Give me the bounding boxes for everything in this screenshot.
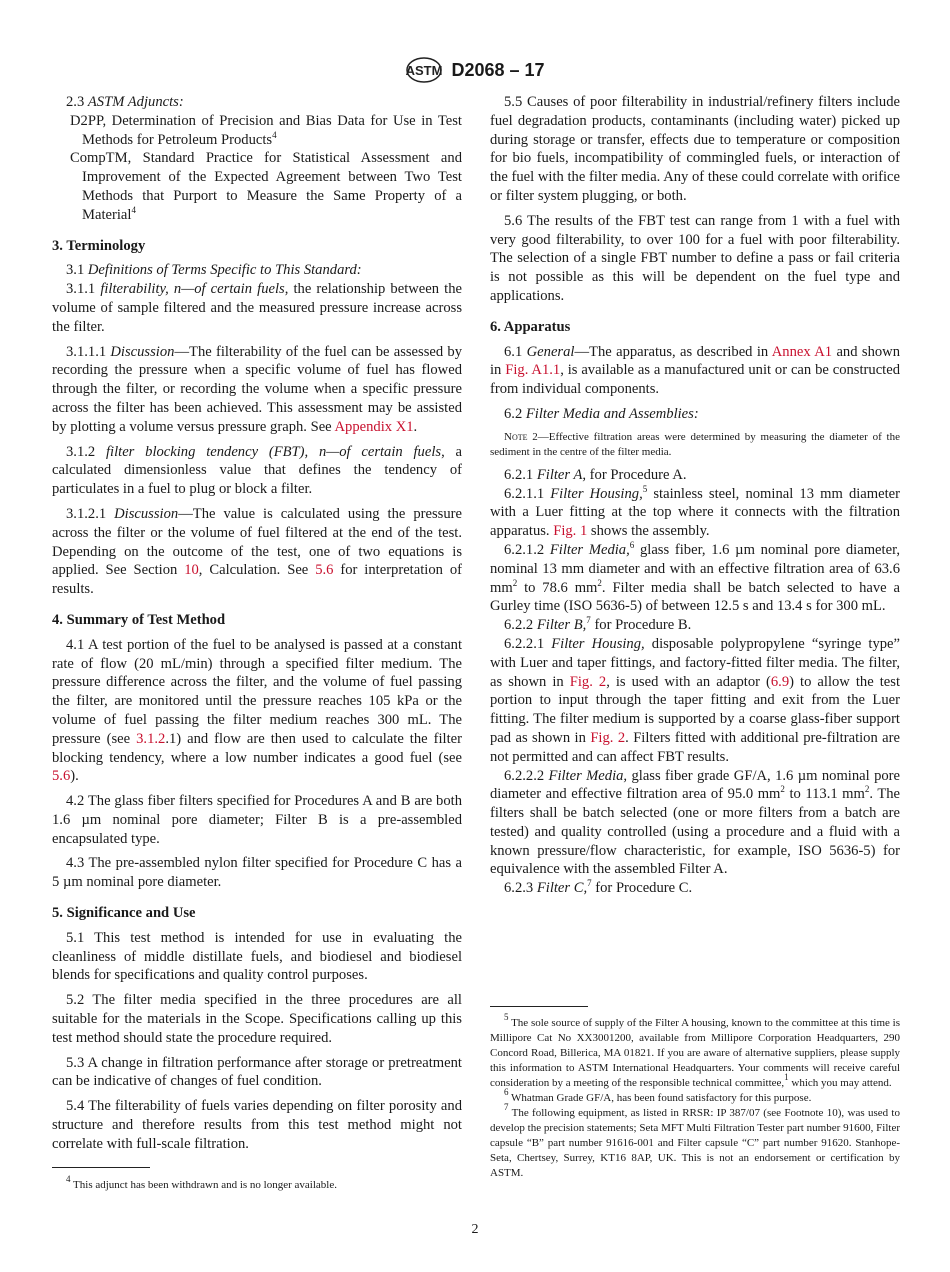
text-run: and shown in — [490, 343, 900, 379]
text-run: stainless steel, nominal 13 mm diameter with a Luer fitting at the top where it connects with the filtration apparatus. — [490, 485, 900, 540]
section-heading — [490, 318, 900, 337]
text-run: This adjunct has been withdrawn and is no longer available. — [70, 1179, 337, 1191]
footnote-divider — [52, 1167, 150, 1168]
text-run: disposable polypropylene “syringe type” with Luer and taper fittings, and factory-fitted filter media. The filter, as shown in — [490, 635, 901, 690]
text-run: for Procedure B. — [590, 617, 692, 634]
page-header — [0, 56, 950, 84]
footnote-marker: 4 — [131, 204, 136, 215]
footnote — [490, 1012, 900, 1091]
italic-text: Filter Media, — [548, 767, 628, 784]
cross-reference-link[interactable]: 3.1.2 — [136, 730, 166, 747]
text-run: ) to allow the test portion to input through the taper fitting and exit from the Luer fitting. The filter medium is supported by a coarse glass-fiber support pad as shown in — [490, 673, 900, 746]
text-run: —The value is calculated using the pressure across the filter or the volume of fuel filtered at the end of the test. Depending on the outcome of the test, one of two equations is applied. See Section — [52, 505, 462, 579]
note — [490, 430, 900, 460]
paragraph — [52, 505, 462, 599]
text-run: 6.2.2 — [504, 617, 537, 634]
italic-text: Discussion — [110, 343, 175, 360]
svg-text:ASTM: ASTM — [406, 63, 443, 78]
note-label: Note — [504, 430, 528, 443]
text-run: which you may attend. — [788, 1077, 892, 1089]
text-run: Whatman Grade GF/A, has been found satisfactory for this purpose. — [508, 1092, 812, 1104]
footnote-marker: 4 — [66, 1174, 71, 1184]
text-run: , is available as a manufactured unit or can be constructed from individual components. — [490, 362, 901, 398]
footnote-divider — [490, 1006, 588, 1007]
cross-reference-link[interactable]: Fig. 2 — [569, 673, 607, 690]
italic-text: Definitions of Terms Specific to This Standard: — [87, 262, 362, 279]
cross-reference-link[interactable]: Fig. A1.1 — [505, 362, 561, 379]
text-run: .1) and flow are then used to calculate the filter blocking tendency, where a low number indicates a good fuel (see — [52, 730, 462, 766]
italic-text: Filter Media and Assemblies: — [525, 405, 699, 422]
cross-reference-link[interactable]: Appendix X1 — [334, 418, 414, 435]
paragraph — [52, 792, 462, 848]
text-run: glass fiber, 1.6 µm nominal pore diameter, nominal 13 mm diameter and with an effective filtration area of 63.6 mm — [490, 541, 900, 596]
footnote — [490, 1102, 900, 1181]
text-run: , the relationship between the volume of sample filtered and the measured pressure increase across the filter. — [52, 281, 462, 335]
text-run: 6.2.2.1 — [504, 635, 552, 652]
italic-text: General — [526, 343, 575, 360]
footnote-marker: 7 — [504, 1102, 509, 1112]
footnote-marker: 4 — [272, 129, 277, 140]
paragraph — [52, 1097, 462, 1153]
footnote-marker: 6 — [504, 1087, 509, 1097]
text-run: 5.5 Causes of poor filterability in industrial/refinery filters include fuel degradation products, contaminants (including water) picked up during storage or transfer, effects due to temperature or composition for bio fuels, incompatibility of commingled fuels, or interaction of the fuel with the filter media. Any of these could correlate with orifice or filter system plugging, or both. — [490, 94, 900, 204]
paragraph — [490, 541, 900, 616]
astm-logo-icon — [405, 56, 443, 84]
paragraph — [490, 93, 900, 206]
paragraph — [490, 767, 900, 880]
paragraph — [490, 405, 900, 424]
cross-reference-link[interactable]: 5.6 — [315, 562, 334, 579]
paragraph — [52, 1054, 462, 1092]
left-column — [52, 93, 462, 1160]
text-run: CompTM, Standard Practice for Statistical Assessment and Improvement of the Expected Agreement between Two Test Methods that Purport to Measure the Same Property of a Material — [70, 150, 462, 223]
footnote-marker: 6 — [629, 539, 635, 550]
cross-reference-link[interactable]: 5.6 — [52, 768, 71, 785]
paragraph — [490, 879, 900, 898]
paragraph — [52, 93, 462, 112]
paragraph — [490, 485, 900, 541]
text-run: The following equipment, as listed in RRSR: IP 387/07 (see Footnote 10), was used to develop the precision statements; Seta MFT Multi Filtration Tester part number 91600, Filter capsule “B” part number 91616-001 and Filter capsule “C” part number 91620. Stanhope-Seta, Chertsey, Surrey, KT16 8AP, UK. This is not an endorsement or certification by ASTM. — [490, 1107, 900, 1179]
section-heading — [52, 611, 462, 630]
text-run: 4.2 The glass fiber filters specified for Procedures A and B are both 1.6 µm nominal pore diameter; Filter B is a pre-assembled encapsulated type. — [52, 793, 462, 847]
italic-text: Filter C, — [536, 880, 588, 897]
paragraph — [52, 261, 462, 280]
text-run: 4.3 The pre-assembled nylon filter specified for Procedure C has a 5 µm nominal pore diameter. — [52, 855, 462, 891]
text-run: , a calculated dimensionless value that defines the tendency of particulates in a fuel to plug or block a filter. — [52, 443, 462, 498]
text-run: 6.1 — [504, 343, 527, 360]
text-run: 3.1.1 — [66, 281, 101, 298]
cross-reference-link[interactable]: Annex A1 — [771, 343, 833, 360]
text-run: 3.1.2 — [66, 443, 106, 460]
text-run: 5.3 A change in filtration performance after storage or pretreatment can be indicative of changes of fuel condition. — [52, 1054, 462, 1090]
cross-reference-link[interactable]: 10 — [184, 562, 199, 579]
italic-text: Filter B, — [536, 617, 587, 634]
italic-text: Filter Media, — [549, 541, 630, 558]
text-run: 6. Apparatus — [490, 318, 571, 335]
paragraph — [490, 212, 900, 306]
italic-text: Filter Housing, — [550, 485, 643, 502]
cross-reference-link[interactable]: 6.9 — [770, 673, 790, 690]
document-id: D2068 – 17 — [451, 59, 545, 80]
text-run: 4.1 A test portion of the fuel to be analysed is passed at a constant rate of flow (20 mL/min) through a specified filter medium. The pressure difference across the filter, and the volume of fuel passing the filter, are monitored until the pressure reaches 105 kPa or the volume of fuel passing the filter medium reaches 300 mL. The pressure (see — [52, 636, 462, 747]
text-run: to 113.1 mm — [784, 786, 865, 803]
text-run: . — [413, 418, 418, 435]
text-run: 2—Effective filtration areas were determined by measuring the diameter of the sediment in the centre of the filter media. — [490, 430, 900, 458]
paragraph — [52, 991, 462, 1047]
paragraph — [52, 343, 462, 437]
page-number: 2 — [471, 1222, 479, 1237]
footnote-marker: 7 — [586, 615, 591, 626]
text-run: to 78.6 mm — [517, 579, 598, 596]
text-run: 6.2.1 — [504, 466, 537, 483]
text-run: 3.1 — [66, 262, 88, 279]
italic-text: Filter Housing, — [551, 635, 645, 652]
text-run: D2PP, Determination of Precision and Bias Data for Use in Test Methods for Petroleum Products — [70, 112, 462, 148]
text-run: . Filter media shall be batch selected to have a Gurley time (ISO 5636-5) of between 12.5 s and 13.4 s for 300 mL. — [490, 579, 900, 615]
text-run: 5. Significance and Use — [52, 905, 196, 922]
text-run: 5.1 This test method is intended for use in evaluating the cleanliness of middle distillate fuels, and biodiesel and biodiesel blends for specifications and quality control purposes. — [52, 929, 462, 984]
right-column — [490, 93, 900, 898]
italic-text: ASTM Adjuncts: — [87, 94, 184, 110]
italic-text: filterability, n—of certain fuels — [100, 281, 285, 298]
text-run: 3.1.2.1 — [66, 505, 115, 522]
paragraph — [490, 635, 900, 767]
italic-text: Discussion — [114, 505, 179, 522]
text-run: 6.2.1.2 — [504, 541, 550, 558]
text-run: 3.1.1.1 — [66, 343, 111, 360]
text-run: . The filters shall be batch selected (one or more filters from a batch are tested) and quality controlled (using a procedure and a fluid with a known pressure/flow characteristic, for example, ISO 5636-5) for equivalence with the assembled Filter A. — [490, 786, 901, 878]
paragraph — [490, 616, 900, 635]
paragraph — [52, 854, 462, 892]
cross-reference-link[interactable]: Fig. 2 — [590, 729, 626, 746]
text-run: 4. Summary of Test Method — [52, 611, 226, 628]
footnote-marker: 5 — [504, 1012, 509, 1022]
text-run: for Procedure C. — [591, 880, 693, 897]
paragraph — [490, 466, 900, 485]
cross-reference-link[interactable]: Fig. 1 — [553, 523, 588, 540]
text-run: 3. Terminology — [52, 237, 146, 254]
text-run: ). — [70, 768, 79, 785]
footnote — [52, 1174, 462, 1193]
section-heading — [52, 904, 462, 923]
footnote-marker: 5 — [642, 483, 648, 494]
text-run: 6.2.3 — [504, 880, 537, 897]
footnotes-left — [52, 1174, 462, 1193]
text-run: . Filters fitted with additional pre-filtration are not permitted and can affect FBT results. — [490, 729, 900, 765]
section-heading — [52, 237, 462, 256]
text-run: , is used with an adaptor ( — [606, 673, 771, 690]
text-run: shows the assembly. — [587, 523, 710, 540]
italic-text: filter blocking tendency (FBT), n—of certain fuels — [105, 443, 442, 460]
text-run: The sole source of supply of the Filter A housing, known to the committee at this time is Millipore Cat No XX3001200, available from Millipore Corporation Headquarters, 290 Concord Road, Billerica, MA 01821. If you are aware of alternative suppliers, please supply this information to ASTM International Headquarters. Your comments will receive careful consideration by a meeting of the responsible technical committee, — [490, 1017, 900, 1089]
text-run: —The apparatus, as described in — [574, 343, 772, 360]
text-run: 5.4 The filterability of fuels varies depending on filter porosity and structure and therefore results from this test method might not correlate with full-scale filtration. — [52, 1098, 462, 1152]
paragraph — [490, 343, 900, 399]
text-run: 6.2 — [504, 405, 526, 422]
text-run: 2.3 — [66, 94, 88, 110]
paragraph — [52, 929, 462, 985]
footnote — [490, 1087, 900, 1106]
text-run: 6.2.1.1 — [504, 485, 551, 502]
footnote-marker: 1 — [784, 1072, 789, 1082]
footnote-marker: 2 — [597, 577, 602, 588]
footnote-marker: 7 — [587, 878, 592, 889]
text-run: —The filterability of the fuel can be assessed by recording the pressure when a specific volume of fuel has flowed through the filter, or recording the volume when a specific pressure across the filter has been achieved. This assessment may be assisted by plotting a volume versus pressure graph. See — [52, 343, 462, 435]
text-run: for Procedure A. — [586, 466, 687, 483]
paragraph — [52, 149, 462, 224]
italic-text: Filter A, — [536, 466, 587, 483]
text-run: 6.2.2.2 — [504, 767, 549, 784]
text-run: glass fiber grade GF/A, 1.6 µm nominal pore diameter and effective filtration area of 95.0 mm — [490, 767, 900, 803]
text-run: 5.2 The filter media specified in the three procedures are all suitable for the materials in the Scope. Specifications calling up this test method should state the procedure required. — [52, 992, 462, 1046]
text-run: 5.6 The results of the FBT test can range from 1 with a fuel with very good filterability, to over 100 for a fuel with poor filterability. The selection of a single FBT number to define a pass or fail criteria is not possible as this will be dependent on the fuel type and applications. — [490, 212, 900, 304]
paragraph — [52, 443, 462, 499]
paragraph — [52, 280, 462, 336]
paragraph — [52, 112, 462, 150]
footnote-marker: 2 — [864, 784, 870, 795]
text-run: for interpretation of results. — [52, 562, 462, 598]
footnote-marker: 2 — [780, 784, 785, 795]
text-run: , Calculation. See — [198, 562, 316, 579]
paragraph — [52, 636, 462, 786]
footnotes-right — [490, 1012, 900, 1181]
footnote-marker: 2 — [512, 577, 518, 588]
